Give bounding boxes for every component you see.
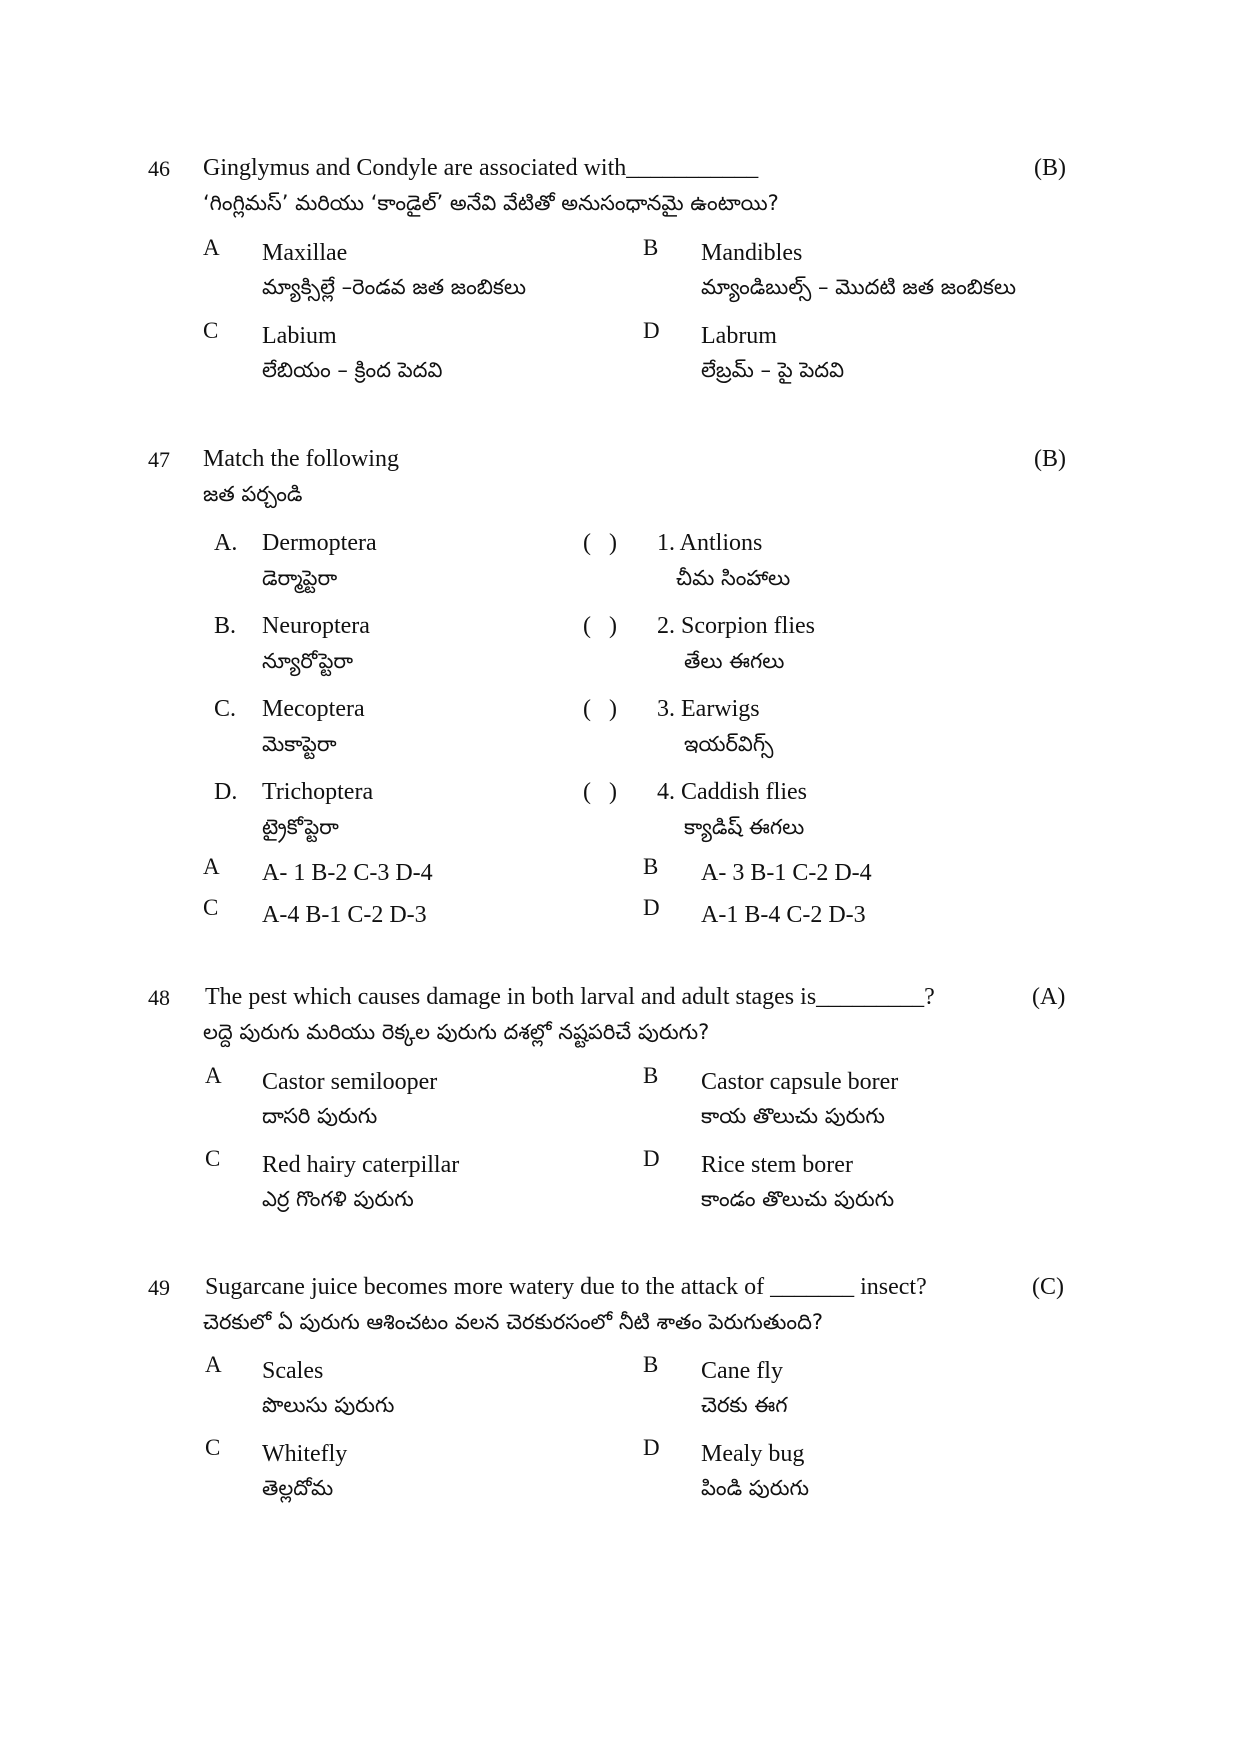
match-right-text: 4. Caddish flies xyxy=(657,779,807,805)
option-label: C xyxy=(203,318,219,343)
question-number: 49 xyxy=(148,1275,170,1300)
option-text: A- 1 B-2 C-3 D-4 xyxy=(262,860,433,886)
match-label: D. xyxy=(214,779,238,805)
answer-key: (C) xyxy=(1032,1274,1064,1300)
match-blank: ( ) xyxy=(583,696,617,722)
option-text: Maxillae xyxy=(262,240,348,266)
match-label: C. xyxy=(214,696,237,722)
option-text-telugu: తెల్లదోమ xyxy=(262,1476,334,1500)
match-left-text: Dermoptera xyxy=(262,530,377,556)
question-number: 47 xyxy=(148,447,170,472)
option-label: A xyxy=(205,1063,222,1088)
match-right-telugu: తేలు ఈగలు xyxy=(684,649,785,673)
option-label: B xyxy=(643,1352,659,1377)
option-label: B xyxy=(643,854,659,879)
answer-key: (A) xyxy=(1032,984,1066,1010)
option-text-telugu: ఎర్ర గొంగళి పురుగు xyxy=(262,1187,414,1211)
option-label: A xyxy=(205,1352,222,1377)
option-text: Labrum xyxy=(701,323,777,349)
option-text: Castor capsule borer xyxy=(701,1069,899,1095)
option-text: Red hairy caterpillar xyxy=(262,1152,460,1178)
question-text: Ginglymus and Condyle are associated with___________ xyxy=(203,155,759,181)
match-right-text: 1. Antlions xyxy=(657,530,763,556)
option-text-telugu: మ్యాండిబుల్స్ – మొదటి జత జంబికలు xyxy=(701,275,1017,299)
match-label: B. xyxy=(214,613,237,639)
match-right-telugu: క్యాడిష్ ఈగలు xyxy=(684,815,805,839)
option-label: A xyxy=(203,235,220,260)
match-blank: ( ) xyxy=(583,779,617,805)
option-text: Mandibles xyxy=(701,240,803,266)
question-text-telugu: ‘గింగ్లిమస్’ మరియు ‘కాండైల్’ అనేవి వేటితో అనుసంధానమై ఉంటాయి? xyxy=(203,191,779,215)
option-text-telugu: మ్యాక్సిల్లే –రెండవ జత జంబికలు xyxy=(262,275,527,299)
match-right-telugu: చీమ సింహాలు xyxy=(676,566,791,590)
question-text-telugu: జత పర్చండి xyxy=(203,482,303,506)
option-label: C xyxy=(205,1146,221,1171)
option-text-telugu: కాండం తొలుచు పురుగు xyxy=(701,1187,895,1211)
option-text: Castor semilooper xyxy=(262,1069,438,1095)
question-text: The pest which causes damage in both larval and adult stages is_________? xyxy=(205,984,935,1010)
option-text: Scales xyxy=(262,1358,324,1384)
question-text-telugu: చెరకులో ఏ పురుగు ఆశించటం వలన చెరకురసంలో నీటి శాతం పెరుగుతుంది? xyxy=(203,1310,824,1334)
match-label: A. xyxy=(214,530,238,556)
match-left-text: Trichoptera xyxy=(262,779,374,805)
question-text: Match the following xyxy=(203,446,399,472)
option-text: A- 3 B-1 C-2 D-4 xyxy=(701,860,872,886)
match-left-text: Mecoptera xyxy=(262,696,365,722)
match-blank: ( ) xyxy=(583,613,617,639)
option-label: D xyxy=(643,1146,660,1171)
question-number: 48 xyxy=(148,985,170,1010)
option-text: Mealy bug xyxy=(701,1441,805,1467)
option-text-telugu: లేబియం – క్రింద పెదవి xyxy=(262,358,443,382)
option-text: A-4 B-1 C-2 D-3 xyxy=(262,902,427,928)
question-number: 46 xyxy=(148,156,170,181)
answer-key: (B) xyxy=(1034,446,1066,472)
match-blank: ( ) xyxy=(583,530,617,556)
option-text: Cane fly xyxy=(701,1358,783,1384)
option-text-telugu: లేబ్రమ్ – పై పెదవి xyxy=(701,358,845,382)
answer-key: (B) xyxy=(1034,155,1066,181)
match-left-text: Neuroptera xyxy=(262,613,370,639)
option-label: B xyxy=(643,235,659,260)
option-text-telugu: పిండి పురుగు xyxy=(701,1476,809,1500)
option-label: D xyxy=(643,895,660,920)
option-label: C xyxy=(203,895,219,920)
match-left-telugu: మెకాప్టెరా xyxy=(262,732,337,756)
question-text-telugu: లద్దె పురుగు మరియు రెక్కల పురుగు దశల్లో నష్టపరిచే పురుగు? xyxy=(203,1020,710,1044)
option-text-telugu: దాసరి పురుగు xyxy=(262,1104,378,1128)
option-label: D xyxy=(643,318,660,343)
option-text: Whitefly xyxy=(262,1441,348,1467)
option-label: B xyxy=(643,1063,659,1088)
match-right-telugu: ఇయర్‌విగ్స్ xyxy=(684,732,774,756)
option-label: C xyxy=(205,1435,221,1460)
match-right-text: 2. Scorpion flies xyxy=(657,613,815,639)
match-left-telugu: న్యూరోప్టెరా xyxy=(262,649,354,673)
option-label: A xyxy=(203,854,220,879)
option-text-telugu: పొలుసు పురుగు xyxy=(262,1393,395,1417)
option-text: Rice stem borer xyxy=(701,1152,853,1178)
question-text: Sugarcane juice becomes more watery due to the attack of _______ insect? xyxy=(205,1274,927,1300)
option-text: Labium xyxy=(262,323,337,349)
match-left-telugu: డెర్మాప్టెరా xyxy=(262,566,338,590)
match-right-text: 3. Earwigs xyxy=(657,696,760,722)
option-label: D xyxy=(643,1435,660,1460)
match-left-telugu: ట్రైకోప్టెరా xyxy=(262,815,339,839)
option-text-telugu: చెరకు ఈగ xyxy=(701,1393,788,1417)
option-text-telugu: కాయ తొలుచు పురుగు xyxy=(701,1104,885,1128)
option-text: A-1 B-4 C-2 D-3 xyxy=(701,902,866,928)
